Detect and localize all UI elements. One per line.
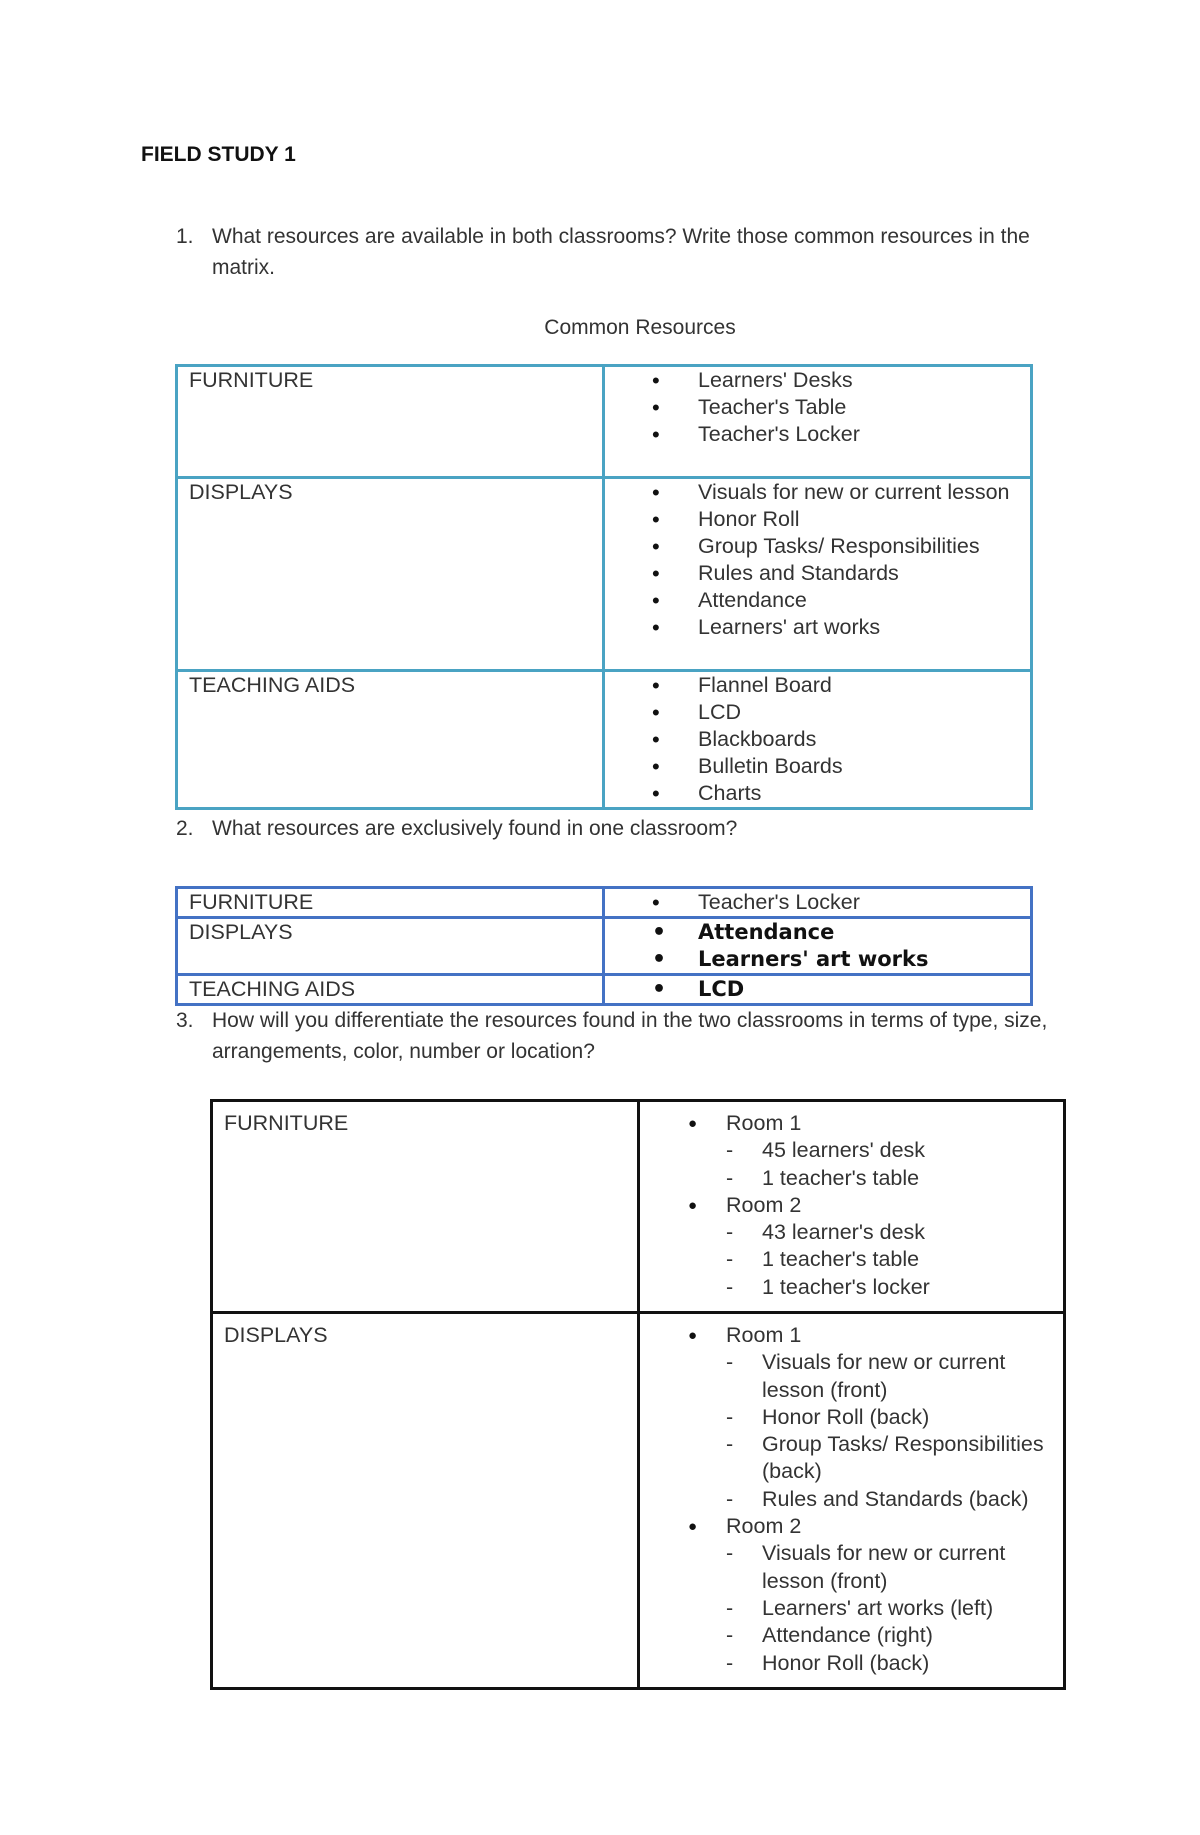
items-cell <box>604 366 1032 478</box>
list-item: • LCD <box>698 976 1030 1003</box>
item-list <box>616 919 1030 973</box>
list-item: • Learners' art works <box>698 946 1030 973</box>
items-cell <box>604 671 1032 809</box>
list-item: • Visuals for new or current lesson <box>698 479 1030 506</box>
category-cell <box>212 1101 639 1313</box>
room-detail-list <box>726 1137 1063 1192</box>
room-detail-list <box>726 1219 1063 1301</box>
differentiation-table <box>210 1099 1066 1690</box>
list-item: • Attendance <box>698 587 1030 614</box>
room-name: Room 2 <box>726 1192 802 1217</box>
list-item: - Group Tasks/ Responsibilities (back) <box>762 1431 1063 1486</box>
list-item: - Honor Roll (back) <box>762 1650 1063 1677</box>
list-item: • Teacher's Table <box>698 394 1030 421</box>
category-label: FURNITURE <box>189 890 314 914</box>
room-item <box>726 1513 1063 1677</box>
category-label: TEACHING AIDS <box>189 673 356 697</box>
category-cell <box>177 888 604 918</box>
item-list <box>616 889 1030 916</box>
question-number: 2. <box>176 817 194 840</box>
question-number: 1. <box>176 225 194 248</box>
item-list <box>616 479 1030 641</box>
category-cell <box>177 478 604 671</box>
list-item: • Group Tasks/ Responsibilities <box>698 533 1030 560</box>
category-label: DISPLAYS <box>189 920 293 944</box>
category-label: FURNITURE <box>224 1111 349 1135</box>
room-item <box>726 1110 1063 1192</box>
room-detail-list <box>726 1540 1063 1676</box>
table-caption: Common Resources <box>544 316 736 339</box>
list-item: • LCD <box>698 699 1030 726</box>
list-item: • Learners' art works <box>698 614 1030 641</box>
question-text: How will you differentiate the resources found in the two classrooms in terms of type, size, arrangements, color, number or location? <box>212 1009 1048 1063</box>
rooms-cell <box>639 1101 1065 1313</box>
list-item: - Visuals for new or current lesson (front) <box>762 1540 1063 1595</box>
room-item <box>726 1322 1063 1513</box>
list-item: - Learners' art works (left) <box>762 1595 1063 1622</box>
category-cell <box>212 1313 639 1689</box>
table-row <box>177 366 1032 478</box>
question-text: What resources are exclusively found in one classroom? <box>212 817 738 840</box>
room-name: Room 1 <box>726 1323 802 1347</box>
category-label: DISPLAYS <box>224 1323 328 1347</box>
items-cell <box>604 975 1032 1005</box>
table-row <box>177 888 1032 918</box>
question-text: What resources are available in both classrooms? Write those common resources in the matrix. <box>212 225 1030 279</box>
items-cell <box>604 888 1032 918</box>
list-item: • Blackboards <box>698 726 1030 753</box>
list-item: - Attendance (right) <box>762 1622 1063 1649</box>
items-cell <box>604 478 1032 671</box>
room-name: Room 2 <box>726 1514 802 1539</box>
category-label: FURNITURE <box>189 368 314 392</box>
category-label: DISPLAYS <box>189 480 293 504</box>
common-resources-table <box>175 364 1033 810</box>
list-item: - 1 teacher's table <box>762 1165 1063 1192</box>
list-item: - 1 teacher's locker <box>762 1274 1063 1301</box>
exclusive-resources-table <box>175 886 1033 1006</box>
list-item: • Teacher's Locker <box>698 421 1030 448</box>
list-item: • Bulletin Boards <box>698 753 1030 780</box>
list-item: - Rules and Standards (back) <box>762 1486 1063 1513</box>
list-item: • Rules and Standards <box>698 560 1030 587</box>
category-cell <box>177 975 604 1005</box>
table-row <box>177 671 1032 809</box>
list-item: • Attendance <box>698 919 1030 946</box>
room-item <box>726 1192 1063 1301</box>
category-cell <box>177 918 604 975</box>
rooms-cell <box>639 1313 1065 1689</box>
table-row <box>212 1313 1065 1689</box>
item-list <box>616 672 1030 807</box>
table-row <box>177 918 1032 975</box>
list-item: • Charts <box>698 780 1030 807</box>
room-list <box>651 1110 1063 1301</box>
question-number: 3. <box>176 1009 194 1032</box>
items-cell <box>604 918 1032 975</box>
list-item: • Learners' Desks <box>698 367 1030 394</box>
category-cell <box>177 671 604 809</box>
table-row <box>212 1101 1065 1313</box>
list-item: - Honor Roll (back) <box>762 1404 1063 1431</box>
table-row <box>177 478 1032 671</box>
list-item: - 1 teacher's table <box>762 1246 1063 1273</box>
room-detail-list <box>726 1349 1063 1513</box>
table-row <box>177 975 1032 1005</box>
room-name: Room 1 <box>726 1111 802 1135</box>
list-item: - Visuals for new or current lesson (front) <box>762 1349 1063 1404</box>
list-item: • Flannel Board <box>698 672 1030 699</box>
list-item: - 43 learner's desk <box>762 1219 1063 1246</box>
item-list <box>616 367 1030 448</box>
list-item: - 45 learners' desk <box>762 1137 1063 1164</box>
item-list <box>616 976 1030 1003</box>
room-list <box>651 1322 1063 1677</box>
document-title: FIELD STUDY 1 <box>141 143 296 166</box>
list-item: • Honor Roll <box>698 506 1030 533</box>
list-item: • Teacher's Locker <box>698 889 1030 916</box>
category-cell <box>177 366 604 478</box>
category-label: TEACHING AIDS <box>189 977 356 1001</box>
